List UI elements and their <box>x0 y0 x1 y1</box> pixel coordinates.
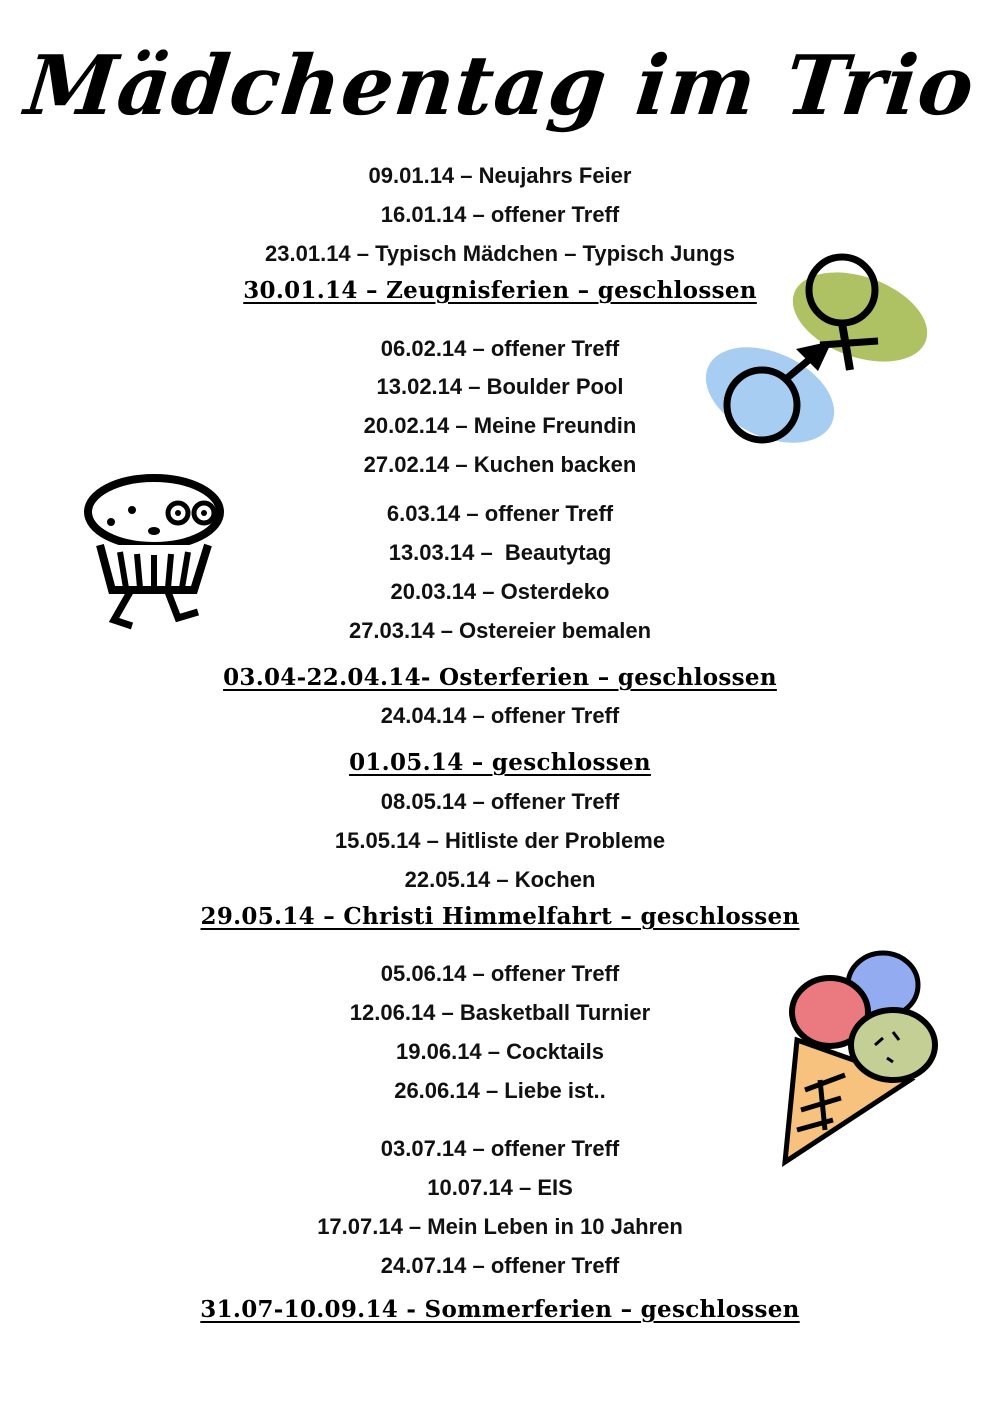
closed-date-entry: 30.01.14 – Zeugnisferien – geschlossen <box>243 277 757 304</box>
schedule-entry: 15.05.14 – Hitliste der Probleme <box>334 828 666 853</box>
schedule-entry: 20.03.14 – Osterdeko <box>390 579 610 604</box>
schedule-entry: 23.01.14 – Typisch Mädchen – Typisch Jungs <box>265 241 735 266</box>
schedule-entry: 27.02.14 – Kuchen backen <box>363 452 637 477</box>
schedule-entry: 03.07.14 – offener Treff <box>380 1136 620 1161</box>
schedule-entry: 24.07.14 – offener Treff <box>380 1253 620 1278</box>
closed-date-entry: 29.05.14 – Christi Himmelfahrt – geschlossen <box>200 903 800 930</box>
schedule-entry: 16.01.14 – offener Treff <box>380 202 620 227</box>
schedule-entry: 13.03.14 – Beautytag <box>388 540 612 565</box>
schedule-entry: 22.05.14 – Kochen <box>404 867 596 892</box>
schedule-entry: 06.02.14 – offener Treff <box>380 336 620 361</box>
closed-date-entry: 01.05.14 – geschlossen <box>349 749 651 776</box>
closed-date-entry: 31.07-10.09.14 - Sommerferien – geschlossen <box>200 1296 800 1323</box>
schedule-entry: 17.07.14 – Mein Leben in 10 Jahren <box>317 1214 683 1239</box>
schedule-entry: 10.07.14 – EIS <box>427 1175 573 1200</box>
schedule-entry: 19.06.14 – Cocktails <box>396 1039 604 1064</box>
gender-symbols-icon <box>700 245 940 450</box>
schedule-entry: 08.05.14 – offener Treff <box>380 789 620 814</box>
schedule-entry: 12.06.14 – Basketball Turnier <box>349 1000 651 1025</box>
schedule-entry: 26.06.14 – Liebe ist.. <box>394 1078 606 1103</box>
muffin-character-icon <box>82 470 232 635</box>
schedule-entry: 24.04.14 – offener Treff <box>380 703 620 728</box>
schedule-entry: 13.02.14 – Boulder Pool <box>376 374 624 399</box>
schedule-entry: 05.06.14 – offener Treff <box>380 961 620 986</box>
ice-cream-cone-icon <box>775 940 950 1170</box>
schedule-entry: 20.02.14 – Meine Freundin <box>363 413 637 438</box>
closed-date-entry: 03.04-22.04.14- Osterferien – geschlossen <box>223 664 777 691</box>
schedule-entry: 27.03.14 – Ostereier bemalen <box>348 618 652 643</box>
schedule-entry: 09.01.14 – Neujahrs Feier <box>368 163 632 188</box>
schedule-entry: 6.03.14 – offener Treff <box>386 501 614 526</box>
page-title: Mädchentag im Trio <box>20 38 980 134</box>
